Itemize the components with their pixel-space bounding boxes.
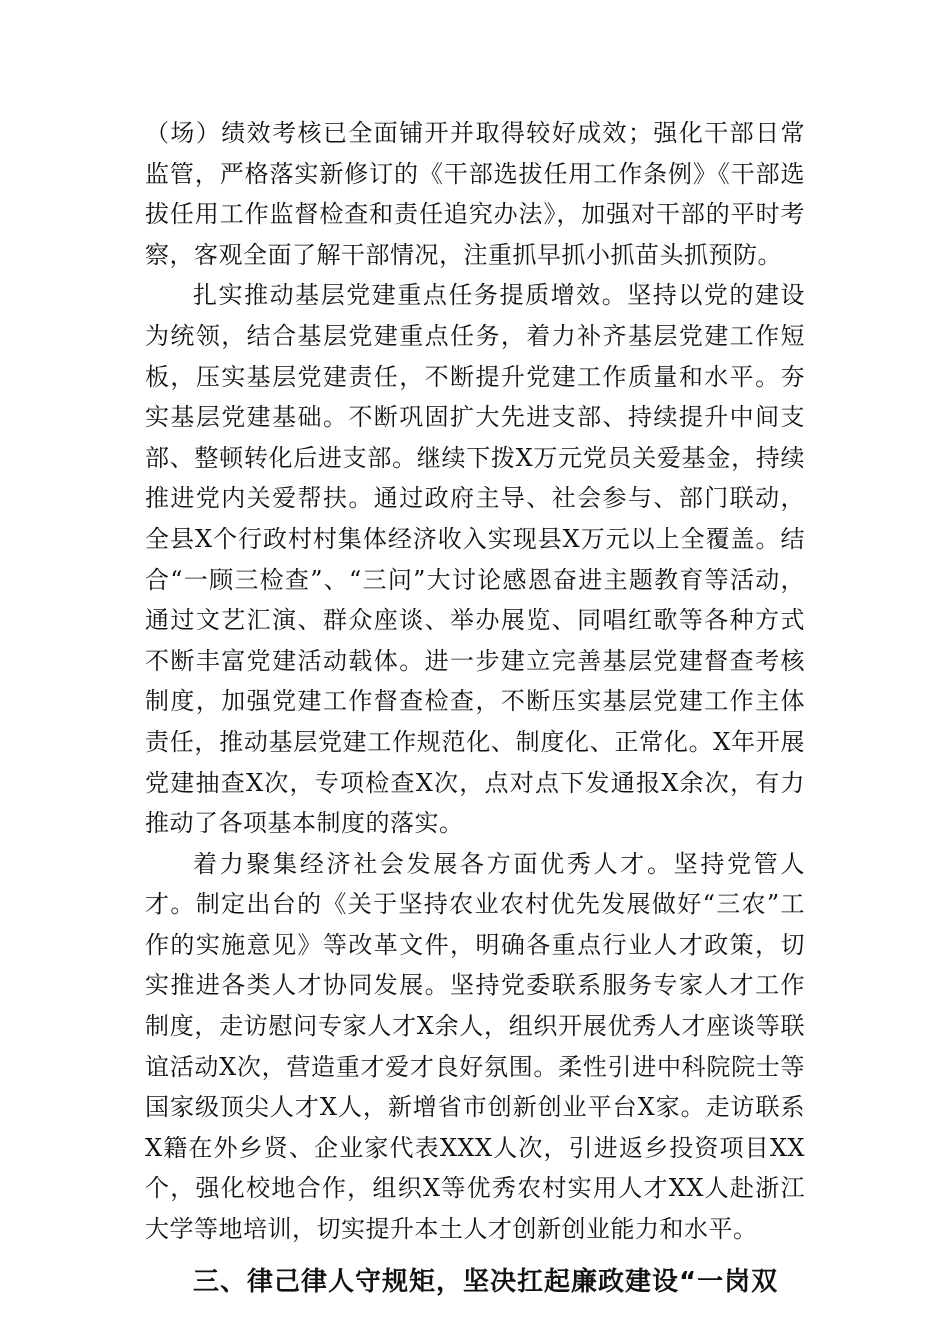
paragraph-talent-gathering: 着力聚集经济社会发展各方面优秀人才。坚持党管人才。制定出台的《关于坚持农业农村优先发展做好“三农”工作的实施意见》等改革文件，明确各重点行业人才政策，切实推进各类人才协同发展。坚持党委联系服务专家人才工作制度，走访慰问专家人才X余人，组织开展优秀人才座谈等联谊活动X次，营造重才爱才良好氛围。柔性引进中科院院士等国家级顶尖人才X人，新增省市创新创业平台X家。走访联系X籍在外乡贤、企业家代表XXX人次，引进返乡投资项目XX个，强化校地合作，组织X等优秀农村实用人才XX人赴浙江大学等地培训，切实提升本土人才创新创业能力和水平。 — [145, 849, 805, 1244]
paragraph-cadre-supervision: （场）绩效考核已全面铺开并取得较好成效；强化干部日常监管，严格落实新修订的《干部选拔任用工作条例》《干部选拔任用工作监督检查和责任追究办法》，加强对干部的平时考察，客观全面了解干部情况，注重抓早抓小抓苗头抓预防。 — [145, 119, 805, 269]
paragraph-grassroots-party-building: 扎实推动基层党建重点任务提质增效。坚持以党的建设为统领，结合基层党建重点任务，着力补齐基层党建工作短板，压实基层党建责任，不断提升党建工作质量和水平。夯实基层党建基础。不断巩固扩大先进支部、持续提升中间支部、整顿转化后进支部。继续下拨X万元党员关爱基金，持续推进党内关爱帮扶。通过政府主导、社会参与、部门联动，全县X个行政村村集体经济收入实现县X万元以上全覆盖。结合“一顾三检查”、“三问”大讨论感恩奋进主题教育等活动，通过文艺汇演、群众座谈、举办展览、同唱红歌等各种方式不断丰富党建活动载体。进一步建立完善基层党建督查考核制度，加强党建工作督查检查，不断压实基层党建工作主体责任，推动基层党建工作规范化、制度化、正常化。X年开展党建抽查X次，专项检查X次，点对点下发通报X余次，有力推动了各项基本制度的落实。 — [145, 281, 805, 838]
document-body — [145, 113, 805, 1302]
section-heading-three: 三、律己律人守规矩，坚决扛起廉政建设“一岗双 — [193, 1266, 779, 1297]
